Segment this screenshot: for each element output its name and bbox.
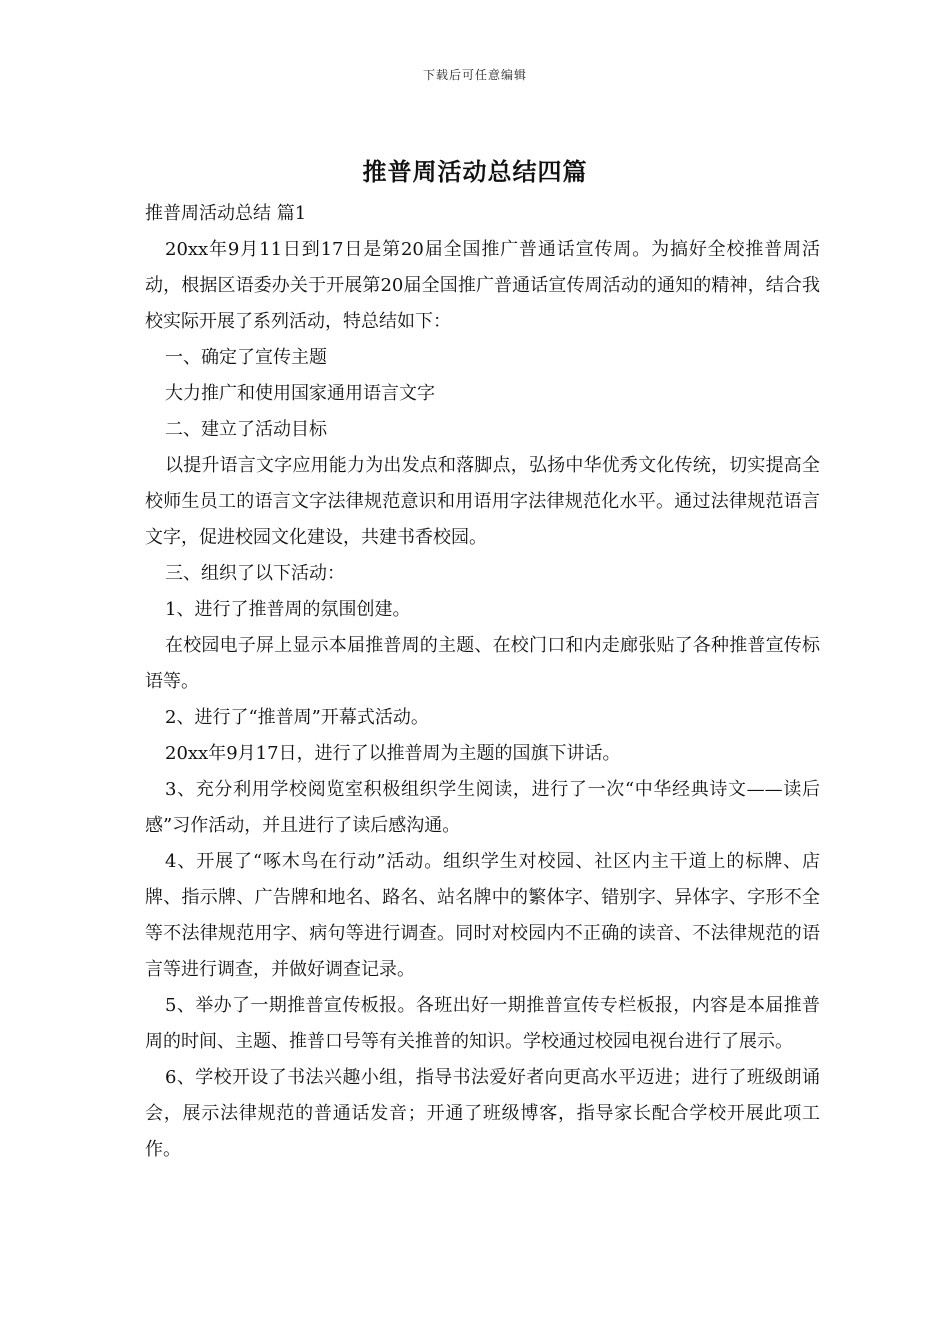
- section-heading: 推普周活动总结 篇1: [145, 203, 307, 224]
- list-item: 6、学校开设了书法兴趣小组，指导书法爱好者向更高水平迈进；进行了班级朗诵会，展示法律规范的普通话发音；开通了班级博客，指导家长配合学校开展此项工作。: [145, 1067, 820, 1160]
- list-item: 3、充分利用学校阅览室积极组织学生阅读，进行了一次“中华经典诗文——读后感”习作活动，并且进行了读后感沟通。: [145, 779, 820, 836]
- section-heading: 二、建立了活动目标: [165, 419, 327, 440]
- section-heading: 一、确定了宣传主题: [165, 347, 327, 368]
- document-title: 推普周活动总结四篇: [362, 157, 588, 186]
- body-paragraph: 在校园电子屏上显示本届推普周的主题、在校门口和内走廊张贴了各种推普宣传标语等。: [145, 635, 820, 692]
- list-item: 5、举办了一期推普宣传板报。各班出好一期推普宣传专栏板报，内容是本届推普周的时间、主题、推普口号等有关推普的知识。学校通过校园电视台进行了展示。: [145, 995, 820, 1052]
- document-body: [145, 196, 820, 1168]
- body-paragraph: 20xx年9月11日到17日是第20届全国推广普通话宣传周。为搞好全校推普周活动，根据区语委办关于开展第20届全国推广普通话宣传周活动的通知的精神，结合我校实际开展了系列活动，特总结如下：: [145, 239, 820, 332]
- list-item: 1、进行了推普周的氛围创建。: [165, 599, 411, 620]
- page-header-note: 下载后可任意编辑: [422, 68, 527, 82]
- list-item: 2、进行了“推普周”开幕式活动。: [165, 707, 429, 728]
- body-paragraph: 以提升语言文字应用能力为出发点和落脚点，弘扬中华优秀文化传统，切实提高全校师生员工的语言文字法律规范意识和用语用字法律规范化水平。通过法律规范语言文字，促进校园文化建设，共建书香校园。: [145, 455, 820, 548]
- section-heading: 三、组织了以下活动：: [165, 563, 345, 584]
- body-paragraph: 20xx年9月17日，进行了以推普周为主题的国旗下讲话。: [165, 743, 621, 764]
- body-paragraph: 大力推广和使用国家通用语言文字: [165, 383, 435, 404]
- list-item: 4、开展了“啄木鸟在行动”活动。组织学生对校园、社区内主干道上的标牌、店牌、指示牌、广告牌和地名、路名、站名牌中的繁体字、错别字、异体字、字形不全等不法律规范用字、病句等进行调查。同时对校园内不正确的读音、不法律规范的语言等进行调查，并做好调查记录。: [145, 851, 820, 980]
